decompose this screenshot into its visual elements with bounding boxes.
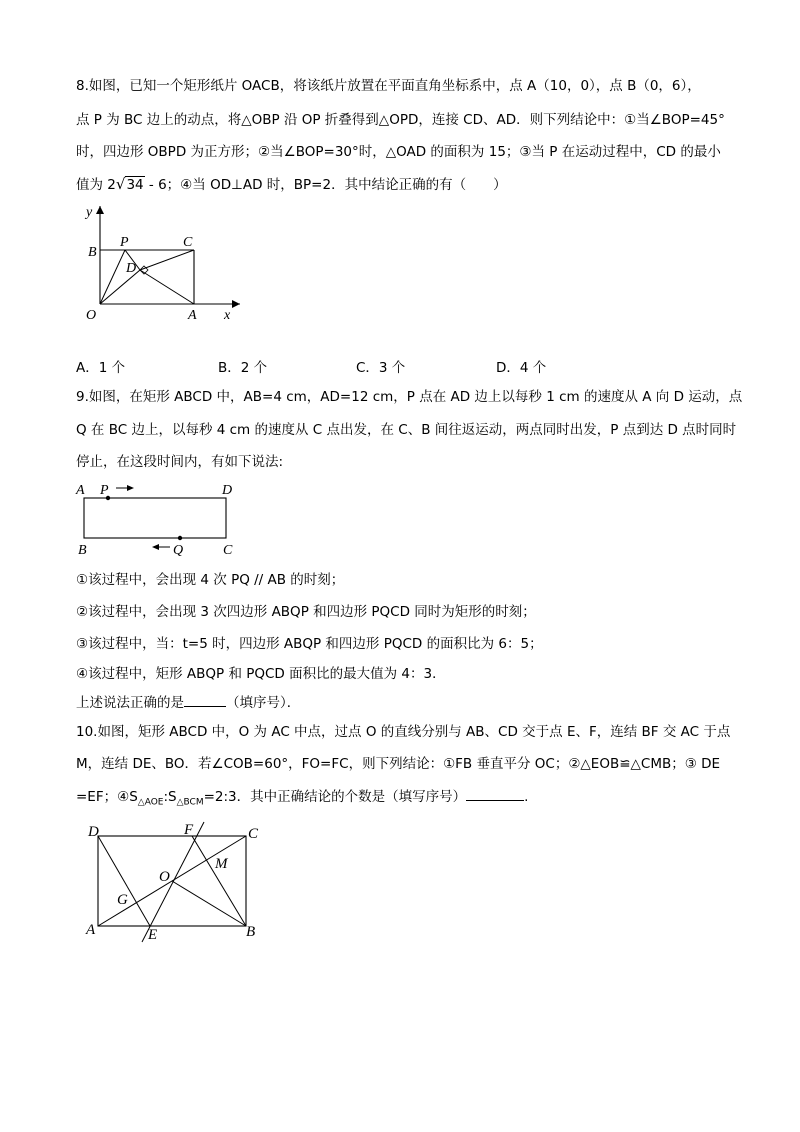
q9-figure xyxy=(70,476,250,560)
label-O: O xyxy=(86,308,97,323)
q9-answer-line xyxy=(76,692,300,713)
q8-line-3: 时，四边形 OBPD 为正方形；②当∠BOP=30°时，△OAD 的面积为 15；③当 P 在运动过程中，CD 的最小 xyxy=(76,144,721,160)
label-A: A xyxy=(76,483,85,498)
label-G: G xyxy=(117,892,128,908)
q10-colon: :S xyxy=(163,789,177,805)
q10-figure xyxy=(80,818,280,948)
q8-option-b: B．2 个 xyxy=(218,360,268,376)
q8-figure xyxy=(70,198,250,328)
label-A: A xyxy=(86,922,96,938)
q8-option-a: A．1 个 xyxy=(76,360,126,376)
q9-statement-1: ①该过程中，会出现 4 次 PQ // AB 的时刻； xyxy=(76,572,345,588)
label-E: E xyxy=(148,927,158,943)
q9-statement-3: ③该过程中，当：t=5 时，四边形 ABQP 和四边形 PQCD 的面积比为 6：5； xyxy=(76,636,543,652)
q9-line-2: Q 在 BC 边上，以每秒 4 cm 的速度从 C 点出发，在 C、B 间往返运动，两点同时出发，P 点到达 D 点时同时 xyxy=(76,422,737,438)
q8-line-4 xyxy=(76,174,507,195)
q10-line-3-end: . xyxy=(524,789,529,805)
label-Q: Q xyxy=(173,543,184,558)
label-A: A xyxy=(188,308,197,323)
label-P: P xyxy=(120,235,129,250)
label-y: y xyxy=(86,205,93,220)
label-B: B xyxy=(78,543,87,558)
label-x: x xyxy=(224,308,231,323)
label-B: B xyxy=(88,245,97,260)
q10-line-3-post: =2:3．其中正确结论的个数是（填写序号） xyxy=(203,789,467,805)
label-B: B xyxy=(246,924,256,940)
q10-sub-aoe: △AOE xyxy=(137,797,164,808)
q8-option-c: C．3 个 xyxy=(356,360,406,376)
q10-line-3-pre: =EF；④S xyxy=(76,789,138,805)
label-D: D xyxy=(222,483,233,498)
q8-line-4-post: - 6；④当 OD⊥AD 时，BP=2．其中结论正确的有（ ） xyxy=(144,177,507,193)
q9-line-3: 停止，在这段时间内，有如下说法: xyxy=(76,454,284,470)
q8-option-d: D．4 个 xyxy=(496,360,547,376)
label-D: D xyxy=(126,261,137,276)
label-P: P xyxy=(100,483,109,498)
q9-line-1: 9.如图，在矩形 ABCD 中，AB=4 cm，AD=12 cm，P 点在 AD 边上以每秒 1 cm 的速度从 A 向 D 运动，点 xyxy=(76,389,743,405)
q9-answer-blank[interactable] xyxy=(184,692,226,707)
sqrt-sign: √ xyxy=(115,175,126,193)
label-C: C xyxy=(248,826,259,842)
q9-answer-suffix: （填序号）． xyxy=(226,695,301,711)
q10-line-1: 10.如图，矩形 ABCD 中，O 为 AC 中点，过点 O 的直线分别与 AB、CD 交于点 E、F，连结 BF 交 AC 于点 xyxy=(76,724,731,740)
label-F: F xyxy=(184,822,194,838)
q8-line-1: 8.如图，已知一个矩形纸片 OACB，将该纸片放置在平面直角坐标系中，点 A（10，0），点 B（0，6）， xyxy=(76,78,701,94)
label-C: C xyxy=(223,543,233,558)
q10-sub-bcm: △BCM xyxy=(176,797,204,808)
label-D: D xyxy=(88,824,99,840)
q10-answer-blank[interactable] xyxy=(466,786,524,801)
label-O: O xyxy=(159,869,170,885)
label-C: C xyxy=(183,235,193,250)
q10-line-3 xyxy=(76,786,528,813)
q10-line-2: M，连结 DE、BO．若∠COB=60°，FO=FC，则下列结论：①FB 垂直平分 OC；②△EOB≌△CMB；③ DE xyxy=(76,756,721,772)
q8-line-2: 点 P 为 BC 边上的动点，将△OBP 沿 OP 折叠得到△OPD，连接 CD、AD．则下列结论中：①当∠BOP=45° xyxy=(76,112,725,128)
q9-statement-4: ④该过程中，矩形 ABQP 和 PQCD 面积比的最大值为 4：3． xyxy=(76,666,446,682)
q9-answer-prefix: 上述说法正确的是 xyxy=(76,695,184,711)
q8-radicand: 34 xyxy=(126,177,144,193)
label-M: M xyxy=(215,856,228,872)
q9-statement-2: ②该过程中，会出现 3 次四边形 ABQP 和四边形 PQCD 同时为矩形的时刻； xyxy=(76,604,536,620)
q8-line-4-pre: 值为 2 xyxy=(76,177,116,193)
